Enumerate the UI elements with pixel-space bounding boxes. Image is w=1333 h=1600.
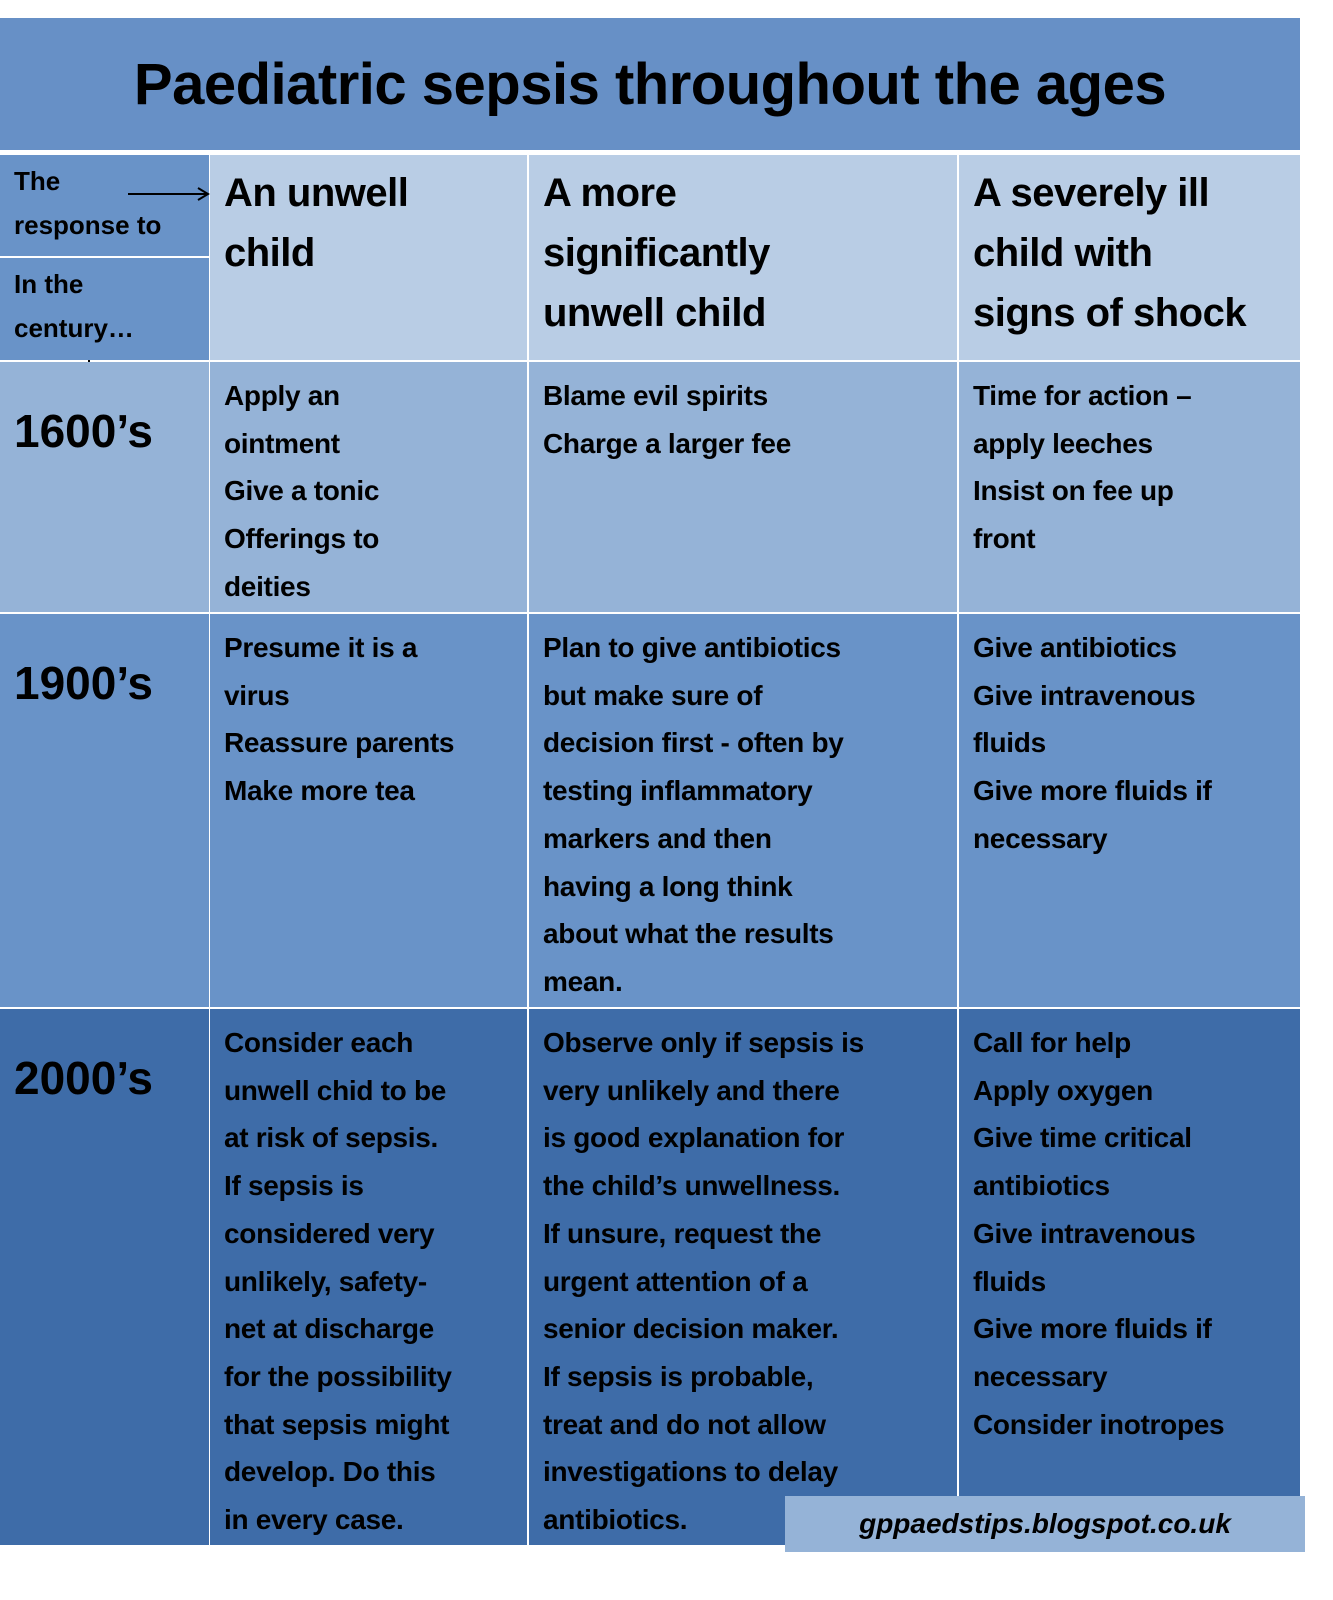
column-header-text: An unwell [224, 171, 409, 215]
response-text: Consider each [224, 1027, 414, 1058]
response-text: Blame evil spirits [543, 380, 768, 411]
response-text: Make more tea [224, 775, 415, 807]
response-text: decision first - often by [543, 727, 844, 759]
response-text: Plan to give antibiotics [543, 632, 841, 663]
response-text: deities [224, 570, 311, 602]
response-cell [210, 362, 527, 612]
column-header-text: child with [973, 231, 1153, 275]
corner-text: The [14, 166, 61, 196]
response-text: Insist on fee up [973, 475, 1174, 507]
response-text: unlikely, safety- [224, 1265, 427, 1297]
column-header-text: signs of shock [973, 291, 1247, 335]
response-text: Observe only if sepsis is [543, 1027, 864, 1058]
response-text: investigations to delay [543, 1456, 838, 1488]
response-text: front [973, 523, 1036, 555]
page-title: Paediatric sepsis throughout the ages [0, 18, 1300, 150]
response-text: ointment [224, 427, 340, 459]
response-text: Give more fluids if [973, 775, 1212, 807]
column-header-text: child [224, 231, 315, 275]
response-text: at risk of sepsis. [224, 1122, 439, 1154]
response-text: Give a tonic [224, 475, 380, 507]
response-text: If sepsis is probable, [543, 1360, 814, 1392]
response-text: fluids [973, 1265, 1046, 1297]
response-text: in every case. [224, 1504, 404, 1536]
response-text: apply leeches [973, 427, 1153, 459]
blog-url: gppaedstips.blogspot.co.uk [785, 1496, 1305, 1552]
response-text: Consider inotropes [973, 1408, 1225, 1440]
corner-text: response to [14, 210, 162, 240]
response-text: for the possibility [224, 1360, 452, 1392]
response-text: Reassure parents [224, 727, 455, 759]
response-text: Call for help [973, 1027, 1131, 1058]
response-cell [959, 362, 1300, 612]
response-cell [529, 614, 957, 1007]
response-text: is good explanation for [543, 1122, 845, 1154]
response-text: If sepsis is [224, 1170, 364, 1202]
response-text: Give intravenous [973, 1217, 1196, 1249]
century-label: 2000’s [0, 1009, 209, 1545]
response-text: testing inflammatory [543, 775, 813, 807]
column-header-text: A severely ill [973, 171, 1210, 215]
response-text: Time for action – [973, 380, 1192, 411]
response-text: mean. [543, 965, 623, 997]
response-text: that sepsis might [224, 1408, 450, 1440]
column-header [210, 155, 527, 360]
response-text: markers and then [543, 822, 772, 854]
response-cell [210, 614, 527, 1007]
response-text: having a long think [543, 870, 793, 902]
response-text: virus [224, 679, 290, 711]
response-text: If unsure, request the [543, 1217, 822, 1249]
response-text: fluids [973, 727, 1046, 759]
column-header-text: unwell child [543, 291, 766, 335]
response-text: considered very [224, 1217, 435, 1249]
response-text: antibiotics. [543, 1504, 688, 1536]
response-text: necessary [973, 1360, 1108, 1392]
response-text: develop. Do this [224, 1456, 436, 1488]
response-text: necessary [973, 822, 1108, 854]
response-text: Offerings to [224, 523, 380, 555]
century-label: 1600’s [0, 362, 209, 612]
response-text: about what the results [543, 918, 834, 950]
column-header-text: significantly [543, 231, 770, 275]
response-text: antibiotics [973, 1170, 1110, 1202]
response-cell [529, 362, 957, 612]
response-text: senior decision maker. [543, 1313, 839, 1345]
response-text: Give more fluids if [973, 1313, 1212, 1345]
response-text: treat and do not allow [543, 1408, 826, 1440]
response-text: Give antibiotics [973, 632, 1177, 663]
response-text: Give time critical [973, 1122, 1192, 1154]
response-text: very unlikely and there [543, 1074, 840, 1106]
response-text: Charge a larger fee [543, 427, 791, 459]
response-cell [529, 1009, 957, 1545]
response-text: the child’s unwellness. [543, 1170, 841, 1202]
corner-text: In the [14, 269, 84, 299]
response-cell [959, 614, 1300, 1007]
column-header [959, 155, 1300, 360]
corner-text: century… [14, 313, 134, 343]
response-text: Apply an [224, 380, 340, 411]
response-text: Presume it is a [224, 632, 418, 663]
response-text: net at discharge [224, 1313, 434, 1345]
response-cell [210, 1009, 527, 1545]
response-text: urgent attention of a [543, 1265, 808, 1297]
response-cell [959, 1009, 1300, 1545]
response-text: Apply oxygen [973, 1074, 1153, 1106]
column-header [529, 155, 957, 360]
response-text: unwell chid to be [224, 1074, 447, 1106]
response-text: but make sure of [543, 679, 763, 711]
century-label: 1900’s [0, 614, 209, 1007]
response-text: Give intravenous [973, 679, 1196, 711]
column-header-text: A more [543, 171, 677, 215]
